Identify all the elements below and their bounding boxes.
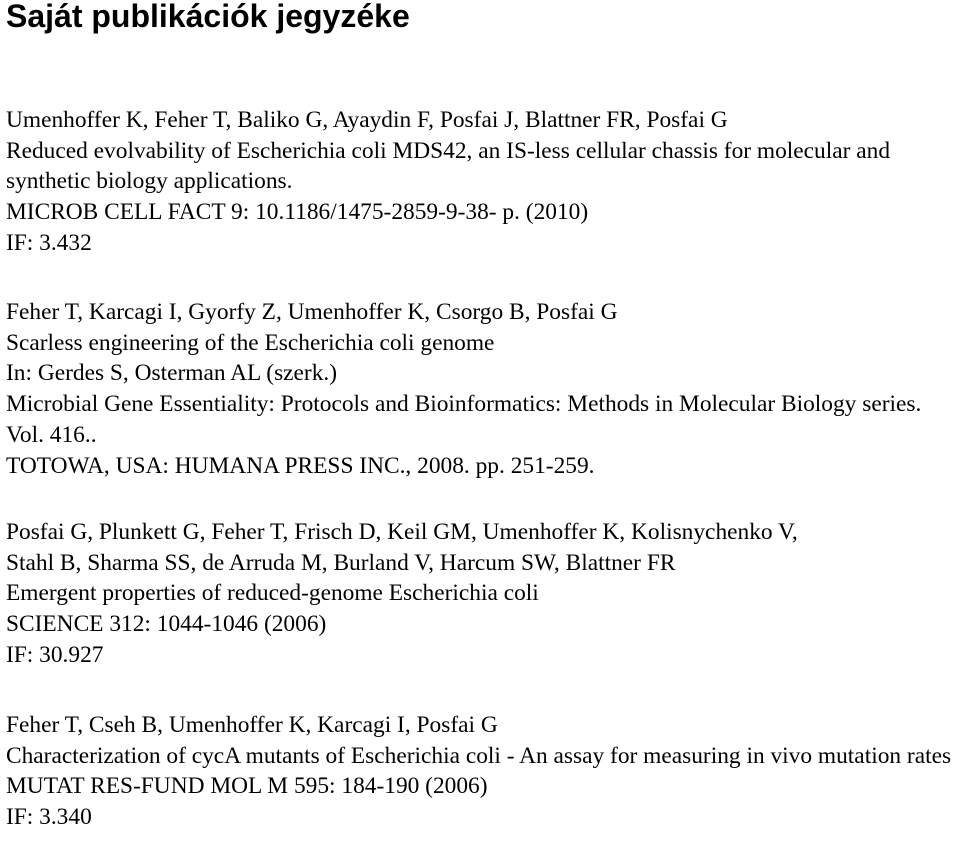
publication-entry (6, 517, 960, 671)
publication-publisher: TOTOWA, USA: HUMANA PRESS INC., 2008. pp. 251-259. (6, 452, 595, 479)
publication-entry (6, 105, 960, 259)
publication-title: Characterization of cycA mutants of Escherichia coli - An assay for measuring in vivo mutation rates (6, 742, 952, 769)
publication-authors-line-1: Posfai G, Plunkett G, Feher T, Frisch D, Keil GM, Umenhoffer K, Kolisnychenko V, (6, 519, 798, 545)
impact-factor: IF: 30.927 (6, 641, 104, 668)
publication-authors: Feher T, Cseh B, Umenhoffer K, Karcagi I, Posfai G (6, 712, 498, 738)
publication-book: Microbial Gene Essentiality: Protocols and Bioinformatics: Methods in Molecular Biology series. Vol. 416.. (6, 391, 922, 448)
page-title: Saját publikációk jegyzéke (6, 0, 410, 34)
publication-entry (6, 297, 960, 481)
publication-entry (6, 710, 960, 833)
publication-editors: In: Gerdes S, Osterman AL (szerk.) (6, 360, 338, 387)
publication-source: MICROB CELL FACT 9: 10.1186/1475-2859-9-38- p. (2010) (6, 199, 589, 226)
publication-source: SCIENCE 312: 1044-1046 (2006) (6, 611, 327, 638)
publication-title: Scarless engineering of the Escherichia coli genome (6, 329, 495, 356)
publication-source: MUTAT RES-FUND MOL M 595: 184-190 (2006) (6, 773, 488, 800)
publication-authors: Feher T, Karcagi I, Gyorfy Z, Umenhoffer K, Csorgo B, Posfai G (6, 299, 618, 325)
publication-title: Emergent properties of reduced-genome Escherichia coli (6, 580, 539, 607)
publication-authors: Umenhoffer K, Feher T, Baliko G, Ayaydin F, Posfai J, Blattner FR, Posfai G (6, 107, 728, 133)
impact-factor: IF: 3.432 (6, 229, 92, 256)
impact-factor: IF: 3.340 (6, 804, 92, 831)
publication-title: Reduced evolvability of Escherichia coli MDS42, an IS-less cellular chassis for molecular and synthetic biology applications. (6, 137, 891, 195)
publication-authors-line-2: Stahl B, Sharma SS, de Arruda M, Burland V, Harcum SW, Blattner FR (6, 549, 676, 576)
